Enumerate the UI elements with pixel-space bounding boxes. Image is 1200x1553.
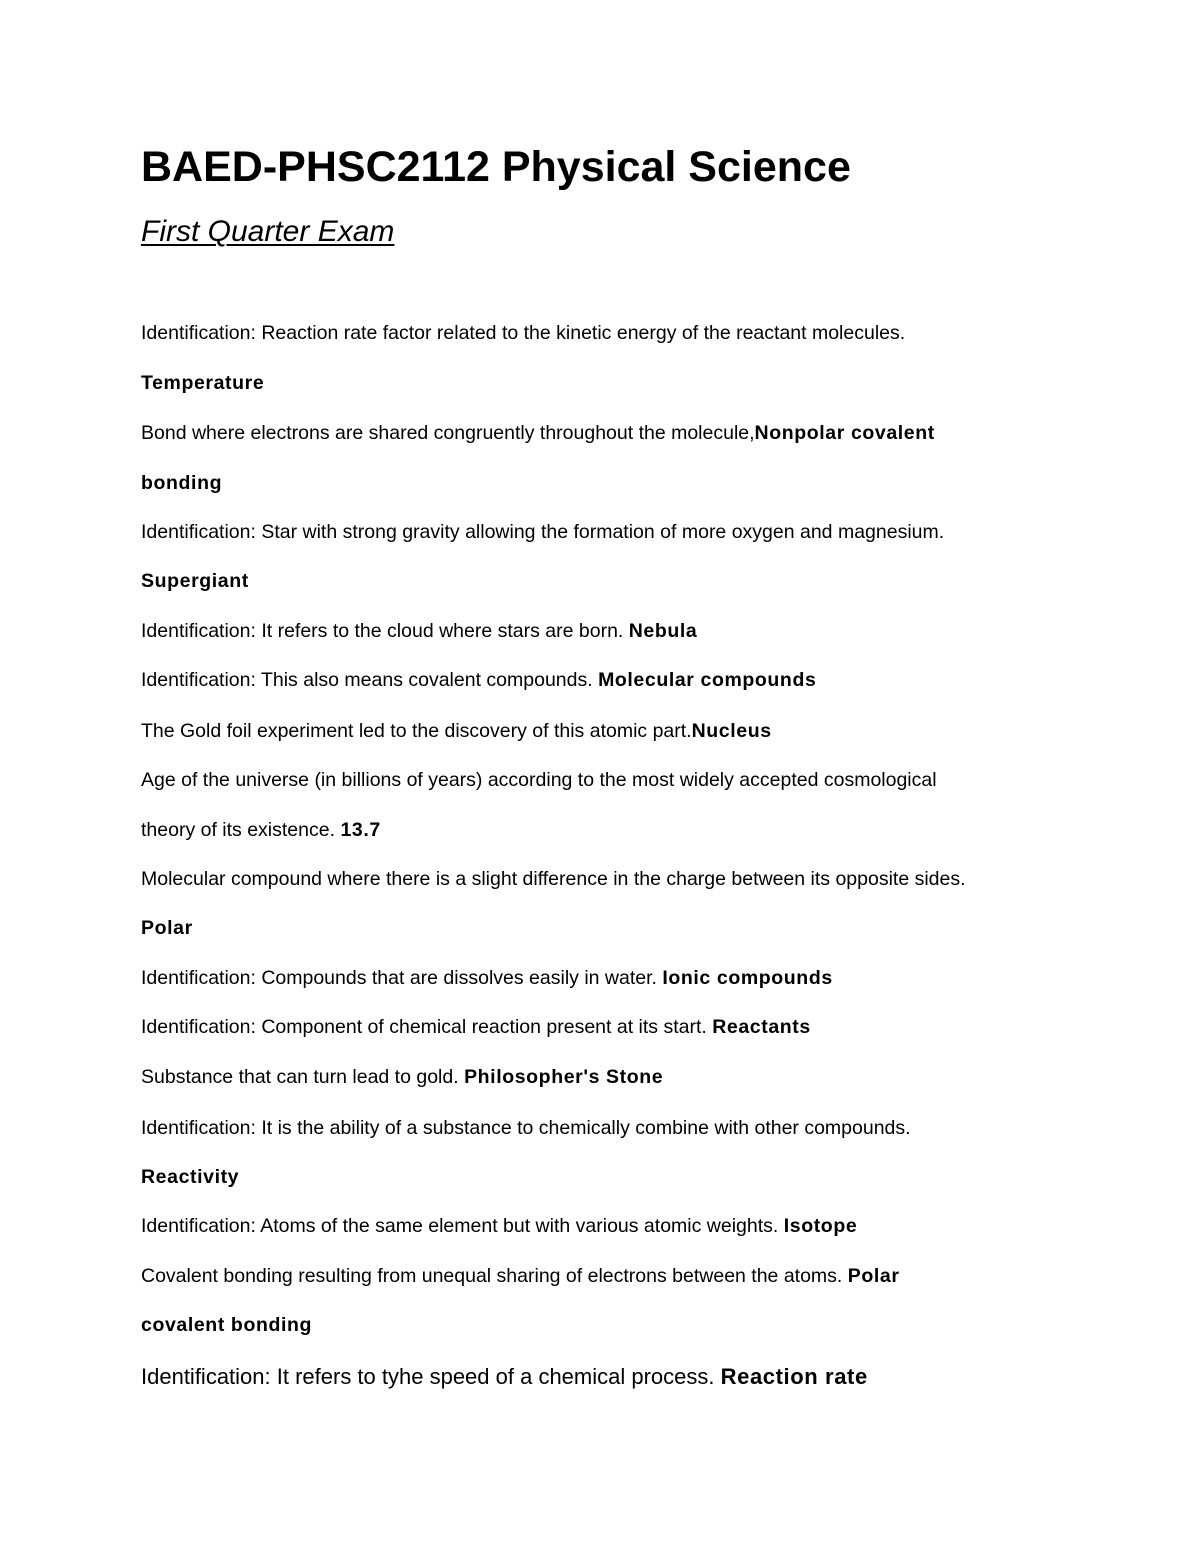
answer-line: Supergiant: [141, 570, 249, 592]
question-line: Identification: It refers to the cloud where stars are born. Nebula: [141, 620, 698, 642]
question-line: Identification: It refers to tyhe speed of a chemical process. Reaction rate: [141, 1364, 868, 1389]
document-title: BAED-PHSC2112 Physical Science: [141, 143, 851, 191]
question-line: Identification: Reaction rate factor related to the kinetic energy of the reactant molecules.: [141, 322, 906, 344]
question-line: theory of its existence. 13.7: [141, 819, 381, 841]
question-line: Molecular compound where there is a slight difference in the charge between its opposite sides.: [141, 868, 966, 890]
question-line: The Gold foil experiment led to the discovery of this atomic part.Nucleus: [141, 720, 772, 742]
question-line: Identification: Component of chemical reaction present at its start. Reactants: [141, 1016, 811, 1038]
answer-line: Temperature: [141, 372, 265, 394]
question-line: Bond where electrons are shared congruently throughout the molecule,Nonpolar covalent: [141, 422, 935, 444]
answer-line: bonding: [141, 472, 223, 494]
question-line: Identification: Atoms of the same element but with various atomic weights. Isotope: [141, 1215, 858, 1237]
document-subtitle: First Quarter Exam: [141, 215, 395, 248]
question-line: Substance that can turn lead to gold. Philosopher's Stone: [141, 1066, 664, 1088]
question-line: Identification: Compounds that are dissolves easily in water. Ionic compounds: [141, 967, 833, 989]
answer-line: Reactivity: [141, 1166, 240, 1188]
question-line: Identification: Star with strong gravity allowing the formation of more oxygen and magnesium.: [141, 521, 945, 543]
question-line: Covalent bonding resulting from unequal sharing of electrons between the atoms. Polar: [141, 1265, 900, 1287]
question-line: Identification: It is the ability of a substance to chemically combine with other compounds.: [141, 1117, 911, 1139]
answer-line: Polar: [141, 917, 193, 939]
question-line: Identification: This also means covalent compounds. Molecular compounds: [141, 669, 817, 691]
question-line: Age of the universe (in billions of years) according to the most widely accepted cosmological: [141, 769, 937, 791]
answer-line: covalent bonding: [141, 1314, 313, 1336]
